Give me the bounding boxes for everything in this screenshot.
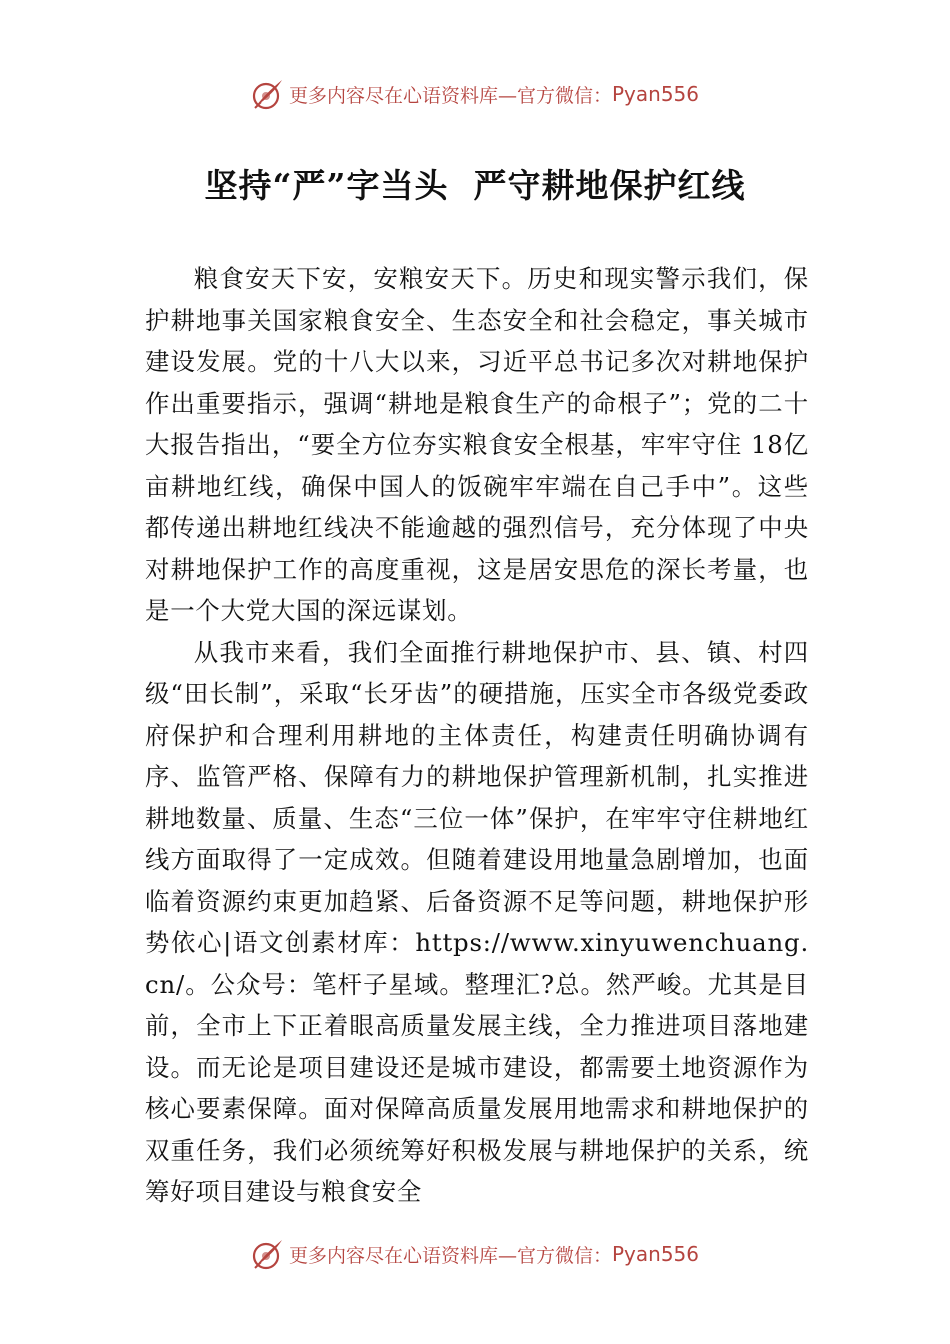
watermark-text: 更多内容尽在心语资料库—官方微信： xyxy=(288,1244,612,1267)
watermark-handle: Pyan556 xyxy=(612,1242,700,1266)
watermark-banner-top xyxy=(0,74,950,114)
document-body xyxy=(145,258,809,1213)
quill-logo-icon xyxy=(251,77,285,111)
paragraph: 粮食安天下安，安粮安天下。历史和现实警示我们，保护耕地事关国家粮食安全、生态安全和社会稳定，事关城市建设发展。党的十八大以来，习近平总书记多次对耕地保护作出重要指示，强调“耕地是粮食生产的命根子”；党的二十大报告指出，“要全方位夯实粮食安全根基，牢牢守住 18亿亩耕地红线，确保中国人的饭碗牢牢端在自己手中”。这些都传递出耕地红线决不能逾越的强烈信号，充分体现了中央对耕地保护工作的高度重视，这是居安思危的深长考量，也是一个大党大国的深远谋划。 xyxy=(145,264,809,625)
watermark-text: 更多内容尽在心语资料库—官方微信： xyxy=(288,84,612,107)
document-title: 坚持“严”字当头 严守耕地保护红线 xyxy=(204,166,746,205)
quill-logo-icon xyxy=(251,1237,285,1271)
watermark-handle: Pyan556 xyxy=(612,82,700,106)
watermark-banner-bottom xyxy=(0,1234,950,1274)
paragraph: 从我市来看，我们全面推行耕地保护市、县、镇、村四级“田长制”，采取“长牙齿”的硬措施，压实全市各级党委政府保护和合理利用耕地的主体责任，构建责任明确协调有序、监管严格、保障有力的耕地保护管理新机制，扎实推进耕地数量、质量、生态“三位一体”保护，在牢牢守住耕地红线方面取得了一定成效。但随着建设用地量急剧增加，也面临着资源约束更加趋紧、后备资源不足等问题，耕地保护形势依心|语文创素材库：https://www.xinyuwenchuang.cn/。公众号：笔杆子星域。整理汇?总。然严峻。尤其是目前，全市上下正着眼高质量发展主线，全力推进项目落地建设。而无论是项目建设还是城市建设，都需要土地资源作为核心要素保障。面对保障高质量发展用地需求和耕地保护的双重任务，我们必须统筹好积极发展与耕地保护的关系，统筹好项目建设与粮食安全 xyxy=(145,637,809,1206)
